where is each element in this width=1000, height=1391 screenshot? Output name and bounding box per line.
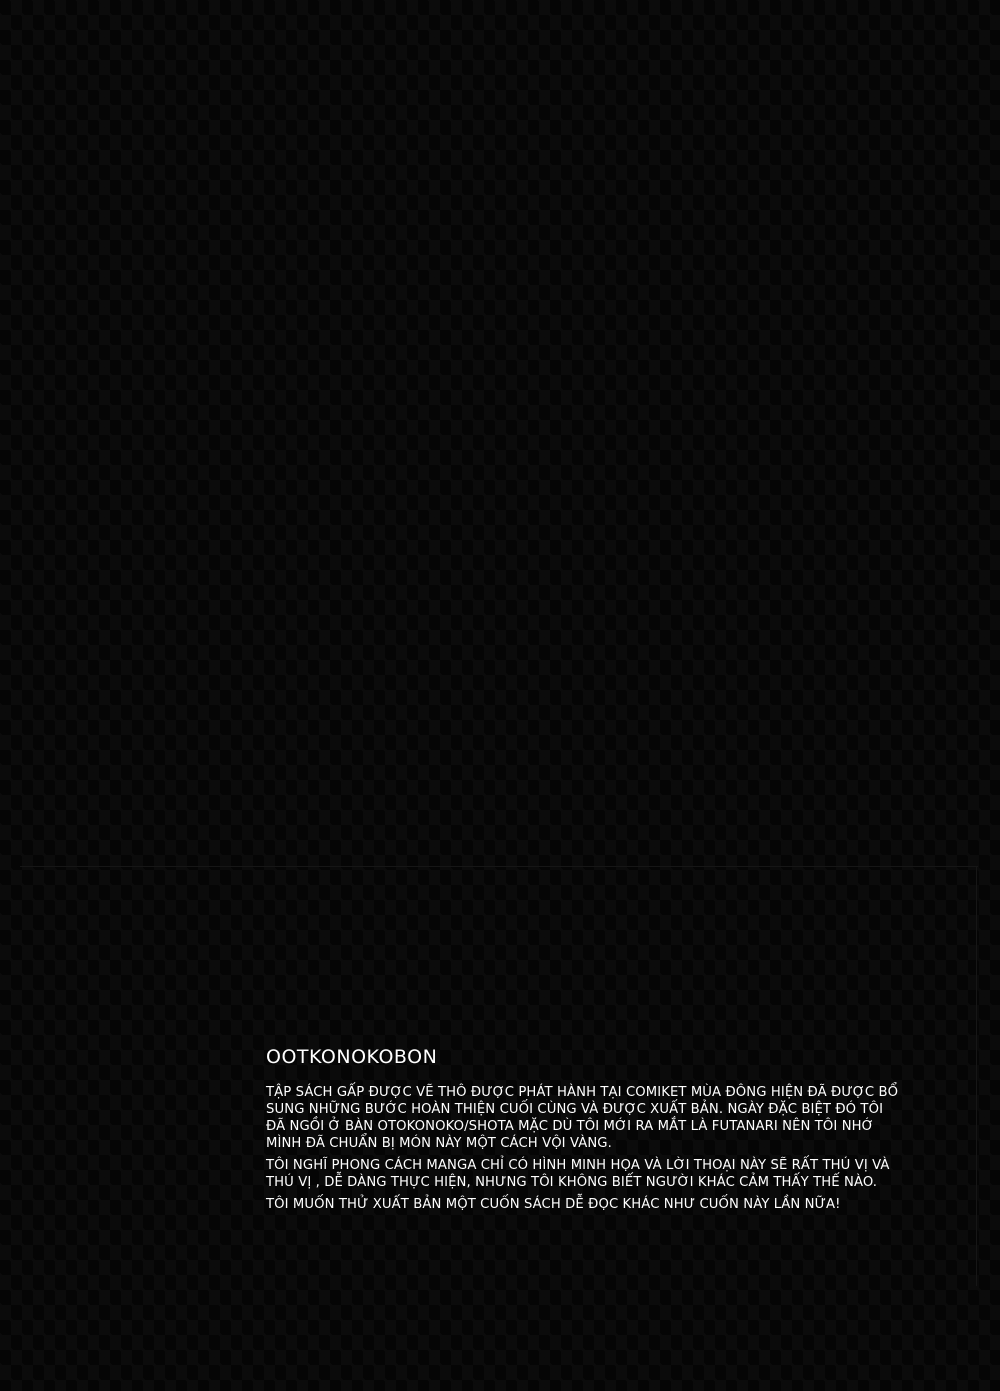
afterword-text-block (266, 1046, 906, 1218)
afterword-paragraph-3: TÔI MUỐN THỬ XUẤT BẢN MỘT CUỐN SÁCH DỄ ĐỌC KHÁC NHƯ CUỐN NÀY LẦN NỮA! (266, 1197, 841, 1212)
frame-top-line (20, 866, 978, 867)
afterword-paragraph-1: TẬP SÁCH GẤP ĐƯỢC VẼ THÔ ĐƯỢC PHÁT HÀNH TẠI COMIKET MÙA ĐÔNG HIỆN ĐÃ ĐƯỢC BỔ SUNG NHỮNG BƯỚC HOÀN THIỆN CUỐI CÙNG VÀ ĐƯỢC XUẤT BẢN. NGÀY ĐẶC BIỆT ĐÓ TÔI ĐÃ NGỒI Ở BÀN OTOKONOKO/SHOTA MẶC DÙ TÔI MỚI RA MẮT LÀ FUTANARI NÊN TÔI NHỚ MÌNH ĐÃ CHUẨN BỊ MÓN NÀY MỘT CÁCH VỘI VÀNG. (266, 1085, 899, 1151)
afterword-paragraph-2: TÔI NGHĨ PHONG CÁCH MANGA CHỈ CÓ HÌNH MINH HỌA VÀ LỜI THOẠI NÀY SẼ RẤT THÚ VỊ VÀ THÚ VỊ , DỄ DÀNG THỰC HIỆN, NHƯNG TÔI KHÔNG BIẾT NGƯỜI KHÁC CẢM THẤY THẾ NÀO. (266, 1158, 890, 1190)
frame-right-line (976, 866, 977, 1286)
afterword-title: OOTKONOKOBON (266, 1046, 438, 1068)
